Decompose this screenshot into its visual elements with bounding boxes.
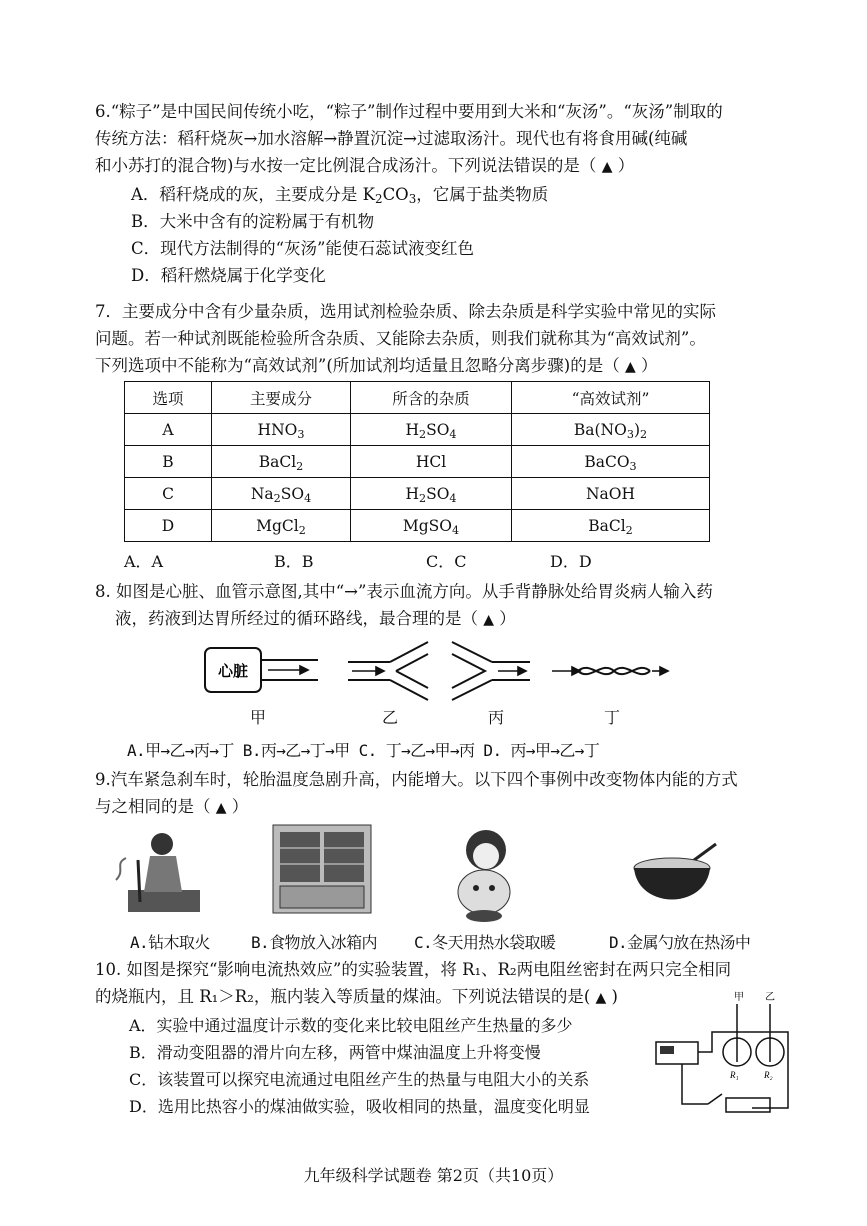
- table-cell: C: [125, 478, 212, 510]
- table-cell: $HNO_3$: [212, 414, 351, 446]
- q8-options: A.甲→乙→丙→丁 B.丙→乙→丁→甲 C. 丁→乙→甲→丙 D. 丙→甲→乙→丁: [127, 741, 600, 760]
- label-bing: 丙: [488, 708, 505, 727]
- question-7: [95, 298, 785, 381]
- q9-line1: 9.汽车紧急刹车时，轮胎温度急剧升高，内能增大。以下四个事例中改变物体内能的方式: [95, 770, 738, 789]
- q10-circuit-diagram: [652, 990, 792, 1120]
- q9-line2: 与之相同的是（ ▲ ）: [95, 797, 249, 816]
- header-option: 选项: [125, 382, 212, 414]
- page-footer: 九年级科学试题卷 第2页（共10页）: [303, 1166, 564, 1185]
- table-row: [125, 446, 710, 478]
- q7-line1: 7．主要成分中含有少量杂质，选用试剂检验杂质、除去杂质是科学实验中常见的实际: [95, 302, 716, 321]
- table-cell: $Ba(NO_3)_2$: [512, 414, 710, 446]
- answer-mark: ▲: [595, 990, 607, 1006]
- choice-d: D．D: [550, 552, 592, 571]
- heart-label: 心脏: [217, 663, 249, 680]
- q6-line1: 6.“粽子”是中国民间传统小吃，“粽子”制作过程中要用到大米和“灰汤”。“灰汤”制取的: [95, 102, 723, 121]
- header-impurity: 所含的杂质: [351, 382, 512, 414]
- q10-line1: 10. 如图是探究“影响电流热效应”的实验装置，将 R₁、R₂两电阻丝密封在两只完全相同: [95, 960, 732, 979]
- table-cell: HCl: [351, 446, 512, 478]
- label-yi: 乙: [382, 708, 399, 727]
- table-row: [125, 414, 710, 446]
- fig-label-r1: R₁: [730, 1070, 739, 1080]
- q7-line3: 下列选项中不能称为“高效试剂”(所加试剂均适量且忽略分离步骤)的是（ ▲ ）: [95, 356, 658, 375]
- q10-option-d: D．选用比热容小的煤油做实验，吸收相同的热量，温度变化明显: [129, 1097, 590, 1116]
- answer-mark: ▲: [215, 800, 227, 816]
- caption-b: B.食物放入冰箱内: [251, 933, 377, 952]
- q10-option-a: A．实验中通过温度计示数的变化来比较电阻丝产生热量的多少: [129, 1016, 573, 1035]
- label-jia: 甲: [250, 708, 267, 727]
- caption-d: D.金属勺放在热汤中: [609, 933, 751, 952]
- table-cell: $H_2SO_4$: [351, 478, 512, 510]
- fig-label-jia: 甲: [734, 992, 744, 1003]
- refrigerator-image: [268, 820, 378, 920]
- answer-mark: ▲: [601, 159, 613, 175]
- answer-mark: ▲: [483, 612, 495, 628]
- q6-option-a: A．稻秆烧成的灰，主要成分是 $K_2CO_3$，它属于盐类物质: [131, 185, 549, 206]
- table-cell: A: [125, 414, 212, 446]
- q10-line2: 的烧瓶内，且 R₁＞R₂，瓶内装入等质量的煤油。下列说法错误的是( ▲ ): [95, 987, 618, 1006]
- table-row: [125, 478, 710, 510]
- header-main: 主要成分: [212, 382, 351, 414]
- table-cell: $Na_2SO_4$: [212, 478, 351, 510]
- q6-line3: 和小苏打的混合物)与水按一定比例混合成汤汁。下列说法错误的是（ ▲ ）: [95, 156, 635, 175]
- table-cell: MgSO$_4$: [351, 510, 512, 542]
- q7-table: [124, 381, 710, 542]
- q8-line2: 液，药液到达胃所经过的循环路线，最合理的是（ ▲ ）: [115, 609, 516, 628]
- table-row: [125, 510, 710, 542]
- table-cell: BaCl$_2$: [512, 510, 710, 542]
- spoon-soup-image: [628, 840, 723, 925]
- label-ding: 丁: [604, 708, 621, 727]
- q6-option-b: B．大米中含有的淀粉属于有机物: [131, 212, 375, 231]
- table-cell: $H_2SO_4$: [351, 414, 512, 446]
- q6-option-d: D．稻秆燃烧属于化学变化: [131, 266, 326, 285]
- q7-line2: 问题。若一种试剂既能检验所含杂质、又能除去杂质，则我们就称其为“高效试剂”。: [95, 329, 706, 348]
- choice-a: A．A: [124, 552, 164, 571]
- question-8: [95, 578, 785, 634]
- table-cell: BaCl$_2$: [212, 446, 351, 478]
- hot-water-bag-image: [448, 826, 528, 926]
- caption-c: C.冬天用热水袋取暖: [414, 933, 556, 952]
- question-6: [95, 98, 785, 289]
- choice-b: B．B: [274, 552, 314, 571]
- caption-a: A.钻木取火: [130, 933, 210, 952]
- drill-fire-image: [110, 820, 210, 925]
- q6-option-c: C．现代方法制得的“灰汤”能使石蕊试液变红色: [131, 239, 474, 258]
- table-header-row: [125, 382, 710, 414]
- fig-label-yi: 乙: [765, 992, 775, 1003]
- table-cell: BaCO$_3$: [512, 446, 710, 478]
- q6-line2: 传统方法：稻秆烧灰→加水溶解→静置沉淀→过滤取汤汁。现代也有将食用碱(纯碱: [95, 129, 688, 148]
- choice-c: C．C: [426, 552, 467, 571]
- q10-option-c: C．该装置可以探究电流通过电阻丝产生的热量与电阻大小的关系: [129, 1070, 590, 1089]
- fig-label-r2: R₂: [764, 1070, 773, 1080]
- table-cell: NaOH: [512, 478, 710, 510]
- answer-mark: ▲: [625, 359, 636, 375]
- table-cell: D: [125, 510, 212, 542]
- q8-line1: 8. 如图是心脏、血管示意图,其中“→”表示血流方向。从手背静脉处给胃炎病人输入药: [95, 582, 713, 601]
- table-cell: B: [125, 446, 212, 478]
- header-reagent: “高效试剂”: [512, 382, 710, 414]
- q7-choices: [124, 549, 684, 572]
- table-cell: MgCl$_2$: [212, 510, 351, 542]
- question-9: [95, 766, 785, 822]
- q10-option-b: B．滑动变阻器的滑片向左移，两管中煤油温度上升将变慢: [129, 1043, 541, 1062]
